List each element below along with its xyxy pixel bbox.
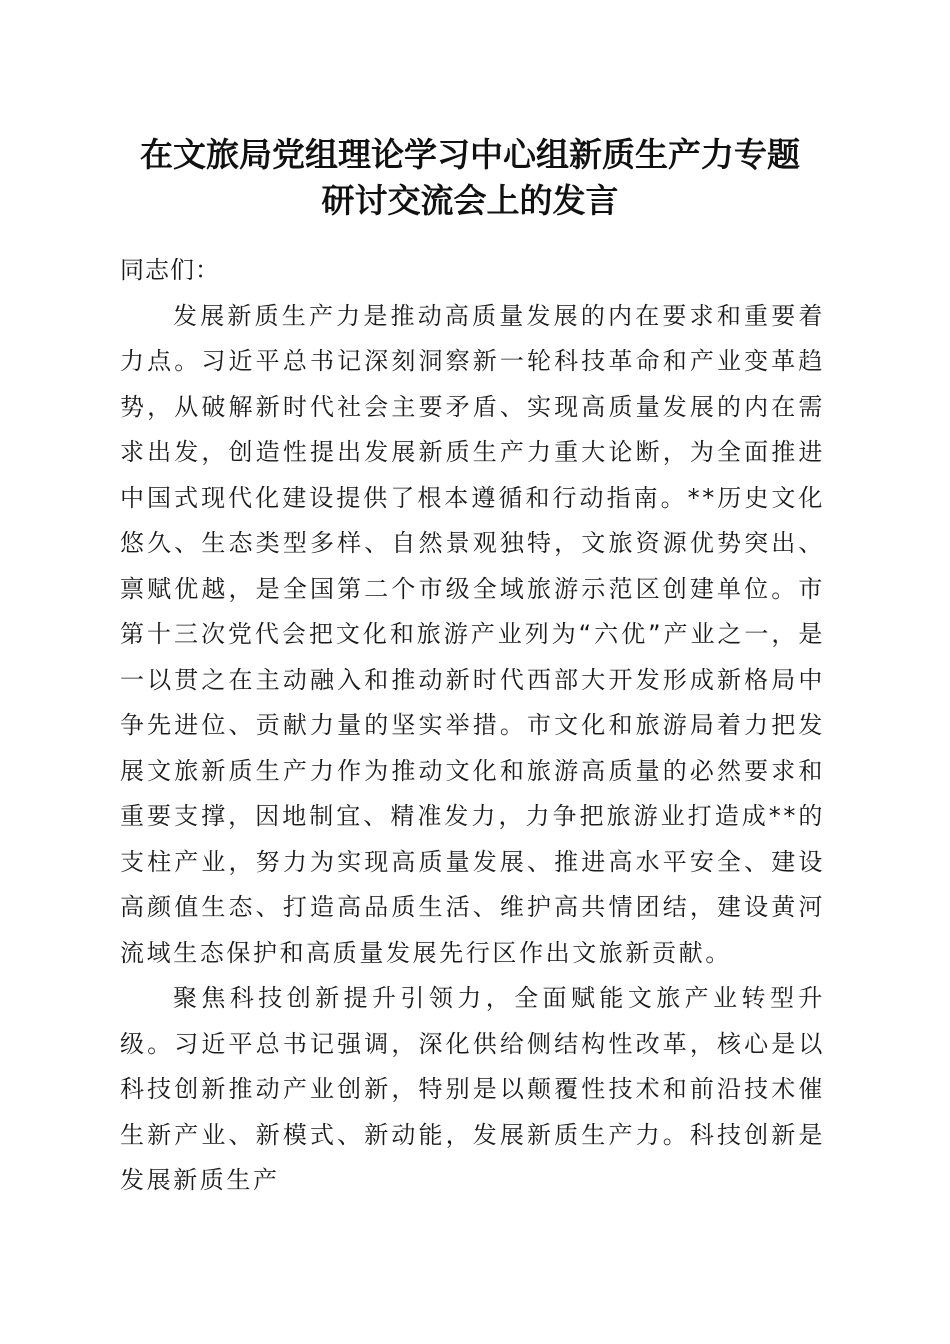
paragraph: 发展新质生产力是推动高质量发展的内在要求和重要着力点。习近平总书记深刻洞察新一轮科技革命和产业变革趋势，从破解新时代社会主要矛盾、实现高质量发展的内在需求出发，创造性提出发展新质生产力重大论断，为全面推进中国式现代化建设提供了根本遵循和行动指南。**历史文化悠久、生态类型多样、自然景观独特，文旅资源优势突出、禀赋优越，是全国第二个市级全域旅游示范区创建单位。市第十三次党代会把文化和旅游产业列为“六优”产业之一，是一以贯之在主动融入和推动新时代西部大开发形成新格局中争先进位、贡献力量的坚实举措。市文化和旅游局着力把发展文旅新质生产力作为推动文化和旅游高质量的必然要求和重要支撑，因地制宜、精准发力，力争把旅游业打造成**的支柱产业，努力为实现高质量发展、推进高水平安全、建设高颜值生态、打造高品质生活、维护高共情团结，建设黄河流域生态保护和高质量发展先行区作出文旅新贡献。 [120,301,825,967]
title-line-1: 在文旅局党组理论学习中心组新质生产力专题 [140,135,800,174]
document-body [120,248,825,1204]
paragraph: 聚焦科技创新提升引领力，全面赋能文旅产业转型升级。习近平总书记强调，深化供给侧结构性改革，核心是以科技创新推动产业创新，特别是以颠覆性技术和前沿技术催生新产业、新模式、新动能，发展新质生产力。科技创新是发展新质生产 [120,984,825,1194]
document-title [100,132,840,224]
salutation: 同志们： [120,256,220,284]
title-line-2: 研讨交流会上的发言 [321,181,619,220]
